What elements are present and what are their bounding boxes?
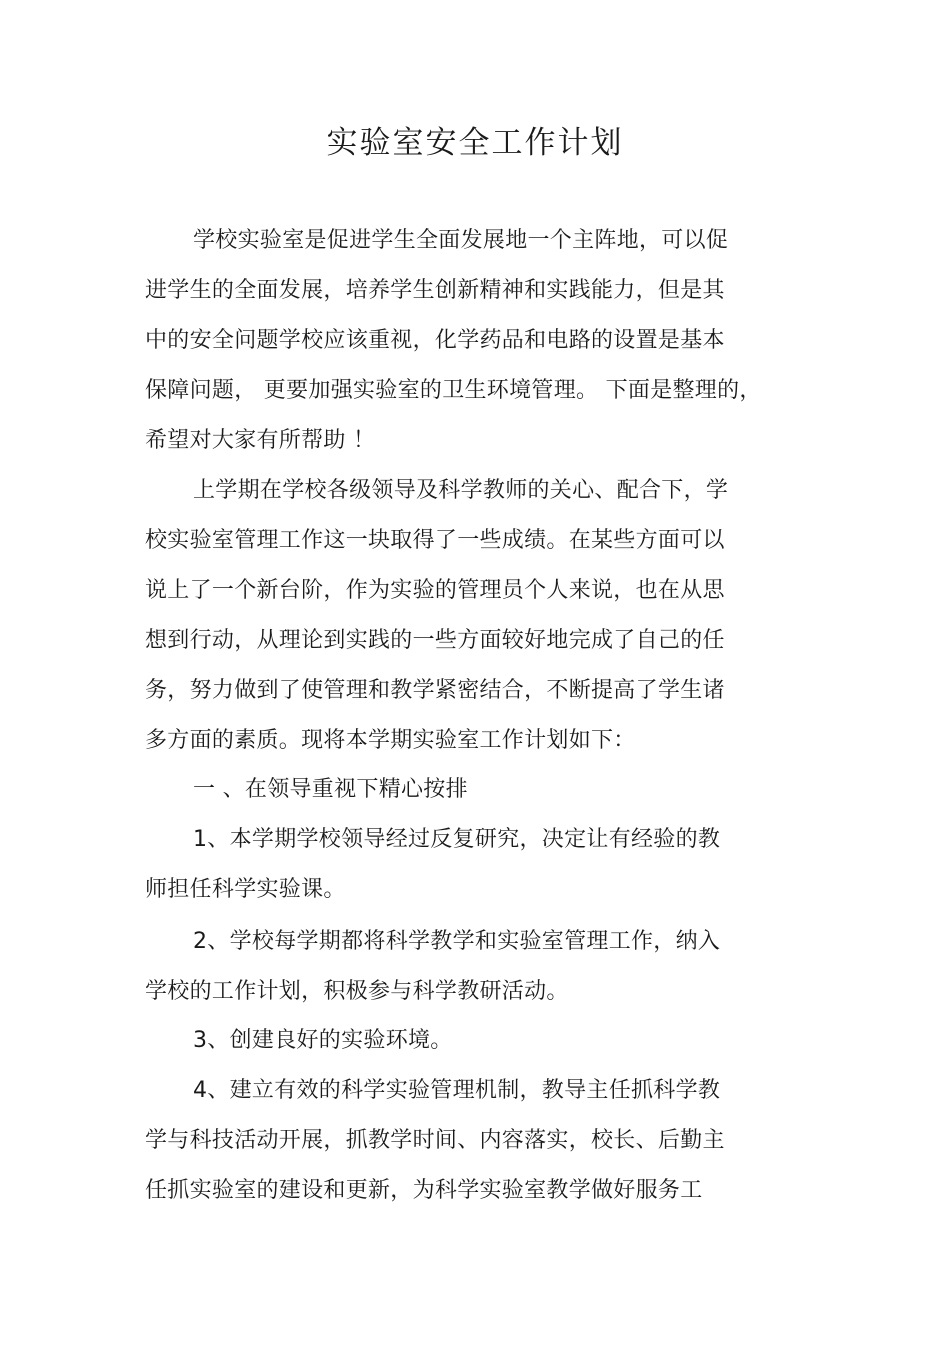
body-line: 师担任科学实验课。: [145, 877, 346, 902]
body-line: 学校实验室是促进学生全面发展地一个主阵地，可以促: [193, 228, 729, 253]
body-line: 务，努力做到了使管理和教学紧密结合，不断提高了学生诸: [145, 678, 725, 703]
body-line: 1、本学期学校领导经过反复研究，决定让有经验的教: [193, 827, 721, 852]
body-line: 学与科技活动开展，抓教学时间、内容落实，校长、后勤主: [145, 1128, 725, 1153]
body-line: 3、创建良好的实验环境。: [193, 1028, 453, 1053]
body-line: 4、建立有效的科学实验管理机制，教导主任抓科学教: [193, 1078, 721, 1103]
body-line: 希望对大家有所帮助 ！: [145, 428, 376, 453]
body-line: 任抓实验室的建设和更新，为科学实验室教学做好服务工: [145, 1178, 703, 1203]
body-line: 学校的工作计划，积极参与科学教研活动。: [145, 979, 569, 1004]
body-line: 保障问题， 更要加强实验室的卫生环境管理。 下面是整理的，: [145, 378, 762, 403]
body-line: 校实验室管理工作这一块取得了一些成绩。在某些方面可以: [145, 528, 725, 553]
body-line: 进学生的全面发展，培养学生创新精神和实践能力，但是其: [145, 278, 725, 303]
body-line: 上学期在学校各级领导及科学教师的关心、配合下，学: [193, 478, 729, 503]
section-heading: 一 、在领导重视下精心按排: [193, 777, 468, 802]
document-title: 实验室安全工作计划: [326, 125, 624, 161]
body-line: 想到行动，从理论到实践的一些方面较好地完成了自己的任: [145, 628, 725, 653]
body-line: 中的安全问题学校应该重视，化学药品和电路的设置是基本: [145, 328, 725, 353]
body-line: 说上了一个新台阶，作为实验的管理员个人来说，也在从思: [145, 578, 725, 603]
body-line: 2、学校每学期都将科学教学和实验室管理工作，纳入: [193, 929, 721, 954]
body-line: 多方面的素质。现将本学期实验室工作计划如下：: [145, 728, 636, 753]
